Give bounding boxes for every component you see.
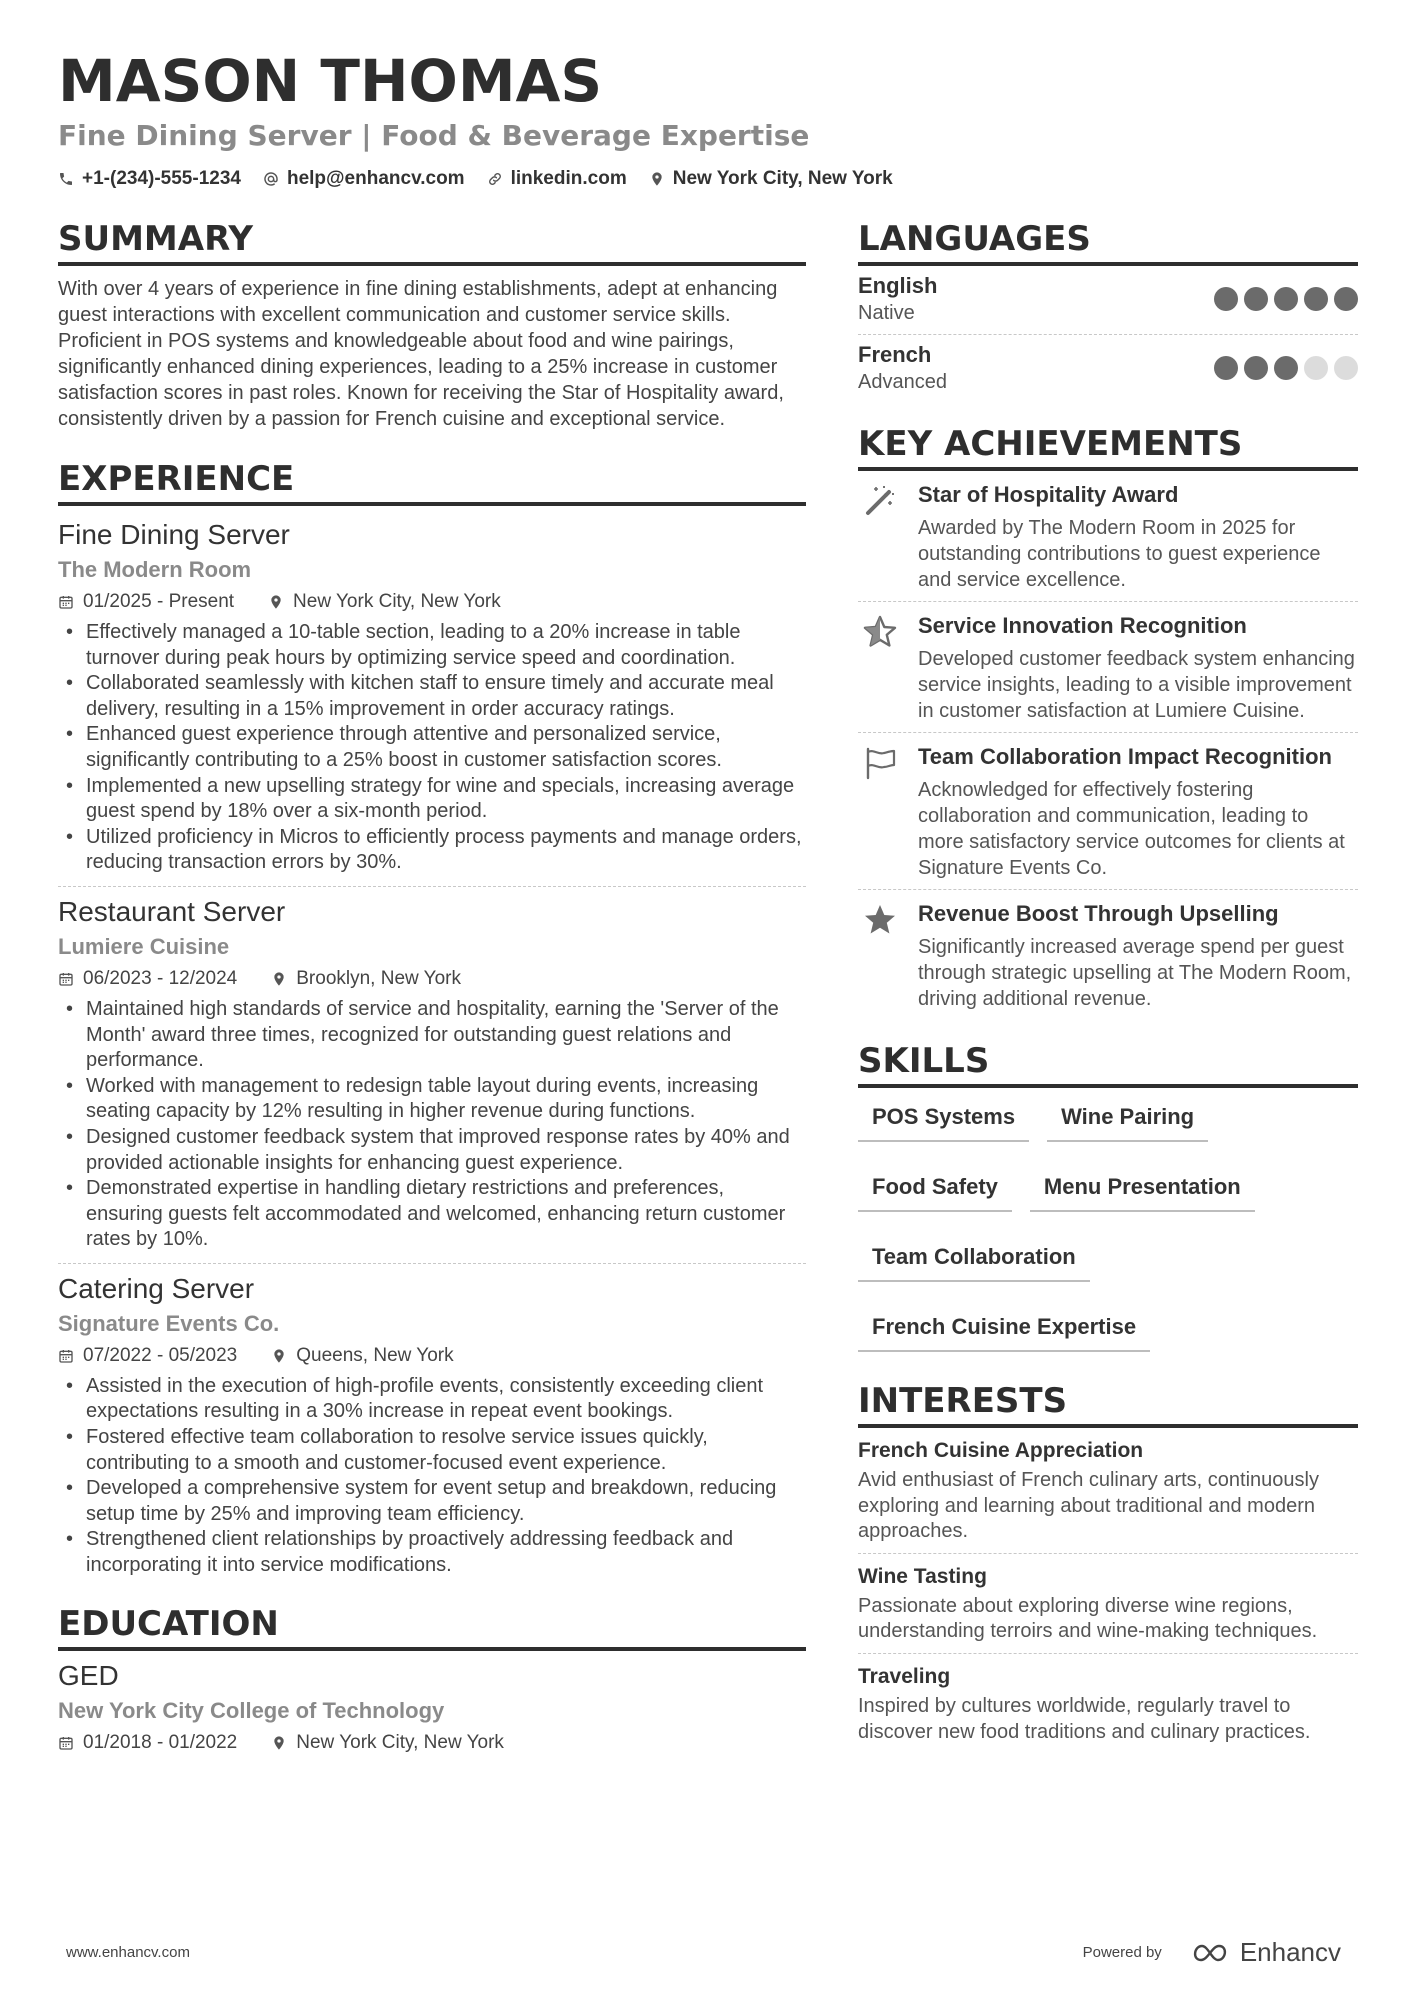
contact-location [649,168,893,190]
location-pin-icon [271,971,287,987]
linkedin-text: linkedin.com [510,168,627,189]
calendar-icon [58,1348,74,1364]
resume-header [58,46,1358,190]
achievement-title: Team Collaboration Impact Recognition [918,744,1332,769]
job-dates: 01/2025 - Present [83,591,235,612]
rating-dot-filled [1274,287,1298,311]
star-filled-icon [862,902,898,938]
skills-list [858,1100,1358,1352]
bullet-item: • Worked with management to redesign table layout during events, increasing seating capacity by 12% resulting in higher revenue during functions. [58,1074,806,1125]
interest-item [858,1554,1358,1654]
achievement-desc: Significantly increased average spend per guest through strategic upselling at The Modern Room, driving additional revenue. [918,936,1352,1010]
job-entry [58,1272,806,1589]
school-name: New York City College of Technology [58,1697,445,1723]
education-dates: 01/2018 - 01/2022 [83,1731,238,1753]
flag-icon [862,745,898,781]
achievements-section [858,423,1358,1020]
candidate-headline: Fine Dining Server | Food & Beverage Expertise [58,119,810,152]
interest-item [858,1654,1358,1753]
right-column [858,218,1358,1753]
language-name: English [858,273,938,298]
rating-dot-empty [1334,356,1358,380]
job-entry [58,895,806,1264]
rating-dot-filled [1304,287,1328,311]
location-pin-icon [268,594,284,610]
rating-dot-empty [1304,356,1328,380]
education-heading: EDUCATION [58,1603,806,1651]
link-icon [487,171,503,187]
achievement-desc: Awarded by The Modern Room in 2025 for outstanding contributions to guest experience and service excellence. [918,517,1321,591]
bullet-item: • Fostered effective team collaboration to resolve service issues quickly, contributing to a smooth and customer-focused event experience. [58,1425,806,1476]
summary-text: With over 4 years of experience in fine dining establishments, adept at enhancing guest interactions with excellent communication and customer service skills. Proficient in POS systems and knowledgeable about food and wine pairings, significantly enhanced dining experiences, leading to a 25% increase in customer satisfaction scores in past roles. Known for receiving the Star of Hospitality award, consistently driven by a passion for French cuisine and exceptional service. [58,278,784,430]
language-rating [1214,287,1358,311]
company-name: Lumiere Cuisine [58,933,230,959]
job-entry [58,518,806,887]
rating-dot-filled [1244,287,1268,311]
achievement-desc: Developed customer feedback system enhancing service insights, leading to a visible improvement in customer satisfaction at Lumiere Cuisine. [918,648,1355,722]
achievement-item [858,890,1358,1020]
job-dates: 07/2022 - 05/2023 [83,1344,238,1366]
contact-email[interactable] [263,168,465,190]
job-title: Restaurant Server [58,895,286,927]
job-bullets [58,620,806,876]
job-location: Queens, New York [296,1344,454,1366]
achievement-item [858,602,1358,733]
phone-icon [58,171,74,187]
job-meta [58,967,806,991]
bullet-item: • Collaborated seamlessly with kitchen staff to ensure timely and accurate meal delivery, resulting in a 15% improvement in order accuracy ratings. [58,671,806,722]
bullet-item: • Assisted in the execution of high-profile events, consistently exceeding client expectations resulting in a 30% increase in repeat event bookings. [58,1374,806,1425]
page-footer [66,1937,1341,1968]
location-text: New York City, New York [672,168,893,189]
candidate-name: MASON THOMAS [58,47,603,115]
at-icon [263,171,279,187]
achievement-title: Revenue Boost Through Upselling [918,901,1279,926]
interests-section [858,1380,1358,1753]
skill-tag: POS Systems [858,1100,1029,1142]
achievement-item [858,471,1358,602]
location-pin-icon [271,1348,287,1364]
skill-tag: Food Safety [858,1170,1012,1212]
skills-heading: SKILLS [858,1040,1358,1088]
rating-dot-filled [1244,356,1268,380]
degree: GED [58,1659,119,1691]
summary-section [58,218,806,432]
location-pin-icon [649,171,665,187]
brand-logo[interactable] [1188,1937,1341,1968]
skill-tag: Menu Presentation [1030,1170,1255,1212]
bullet-item: • Strengthened client relationships by proactively addressing feedback and incorporating it into service modifications. [58,1527,806,1578]
powered-by [1083,1937,1341,1968]
language-rating [1214,356,1358,380]
job-bullets [58,1374,806,1579]
calendar-icon [58,1735,74,1751]
languages-section [858,218,1358,403]
brand-name: Enhancv [1239,1937,1341,1967]
experience-heading: EXPERIENCE [58,458,806,506]
education-meta [58,1731,806,1755]
interest-desc: Avid enthusiast of French culinary arts, continuously exploring and learning about traditional and modern approaches. [858,1469,1319,1543]
language-item [858,266,1358,335]
achievement-title: Service Innovation Recognition [918,613,1247,638]
powered-by-label: Powered by [1082,1944,1162,1961]
bullet-item: • Implemented a new upselling strategy for wine and specials, increasing average guest spend by 18% over a six-month period. [58,774,806,825]
job-location: New York City, New York [293,591,501,612]
bullet-item: • Enhanced guest experience through attentive and personalized service, significantly contributing to a 25% boost in customer satisfaction scores. [58,722,806,773]
interest-title: Traveling [858,1664,951,1688]
language-item [858,335,1358,403]
rating-dot-filled [1214,287,1238,311]
languages-heading: LANGUAGES [858,218,1358,266]
education-section [58,1603,806,1755]
language-name: French [858,342,932,367]
company-name: The Modern Room [58,557,252,582]
star-outline-icon [862,614,898,650]
interest-item [858,1428,1358,1554]
achievement-desc: Acknowledged for effectively fostering collaboration and communication, leading to more satisfactory service outcomes for clients at Signature Events Co. [918,779,1345,879]
language-level: Native [858,302,915,324]
left-column [58,218,806,1755]
bullet-item: • Demonstrated expertise in handling dietary restrictions and preferences, ensuring guests felt accommodated and welcomed, enhancing return customer rates by 10%. [58,1176,806,1253]
job-title: Fine Dining Server [58,519,290,550]
rating-dot-filled [1334,287,1358,311]
interest-desc: Passionate about exploring diverse wine regions, understanding terroirs and wine-making techniques. [858,1594,1318,1643]
bullet-item: • Designed customer feedback system that improved response rates by 40% and provided actionable insights for enhancing guest experience. [58,1125,806,1176]
skill-tag: French Cuisine Expertise [858,1310,1150,1352]
interest-desc: Inspired by cultures worldwide, regularly travel to discover new food traditions and culinary practices. [858,1694,1311,1743]
job-title: Catering Server [58,1272,255,1304]
job-location: Brooklyn, New York [296,967,461,989]
skill-tag: Wine Pairing [1047,1100,1208,1142]
bullet-item: • Effectively managed a 10-table section, leading to a 20% increase in table turnover during peak hours by optimizing service speed and coordination. [58,620,806,671]
bullet-item: • Utilized proficiency in Micros to efficiently process payments and manage orders, reducing transaction errors by 30%. [58,825,806,876]
skill-tag: Team Collaboration [858,1240,1090,1282]
bullet-item: • Developed a comprehensive system for event setup and breakdown, reducing setup time by 25% and improving team efficiency. [58,1476,806,1527]
magic-wand-icon [862,483,898,519]
education-location: New York City, New York [296,1731,504,1753]
contact-bar [58,168,1358,190]
job-meta [58,1344,806,1368]
calendar-icon [58,971,74,987]
achievements-heading: KEY ACHIEVEMENTS [858,423,1358,471]
experience-section [58,458,806,1589]
contact-linkedin[interactable] [487,168,627,190]
interest-title: Wine Tasting [858,1564,987,1588]
job-dates: 06/2023 - 12/2024 [83,967,238,989]
language-level: Advanced [858,371,947,393]
footer-website[interactable]: www.enhancv.com [66,1944,190,1961]
phone-text: +1-(234)-555-1234 [82,168,241,189]
rating-dot-filled [1214,356,1238,380]
achievement-title: Star of Hospitality Award [918,482,1179,507]
achievement-item [858,733,1358,890]
interest-title: French Cuisine Appreciation [858,1439,1144,1462]
calendar-icon [58,594,74,610]
job-bullets [58,997,806,1253]
location-pin-icon [271,1735,287,1751]
job-meta [58,590,806,614]
bullet-item: • Maintained high standards of service and hospitality, earning the 'Server of the Month' award three times, recognized for outstanding guest relations and performance. [58,997,806,1074]
company-name: Signature Events Co. [58,1310,280,1336]
skills-section [858,1040,1358,1352]
contact-phone[interactable] [58,168,241,190]
interests-heading: INTERESTS [858,1380,1358,1428]
summary-heading: SUMMARY [58,218,806,266]
rating-dot-filled [1274,356,1298,380]
enhancv-logo-icon [1188,1941,1232,1965]
email-text: help@enhancv.com [286,168,465,189]
